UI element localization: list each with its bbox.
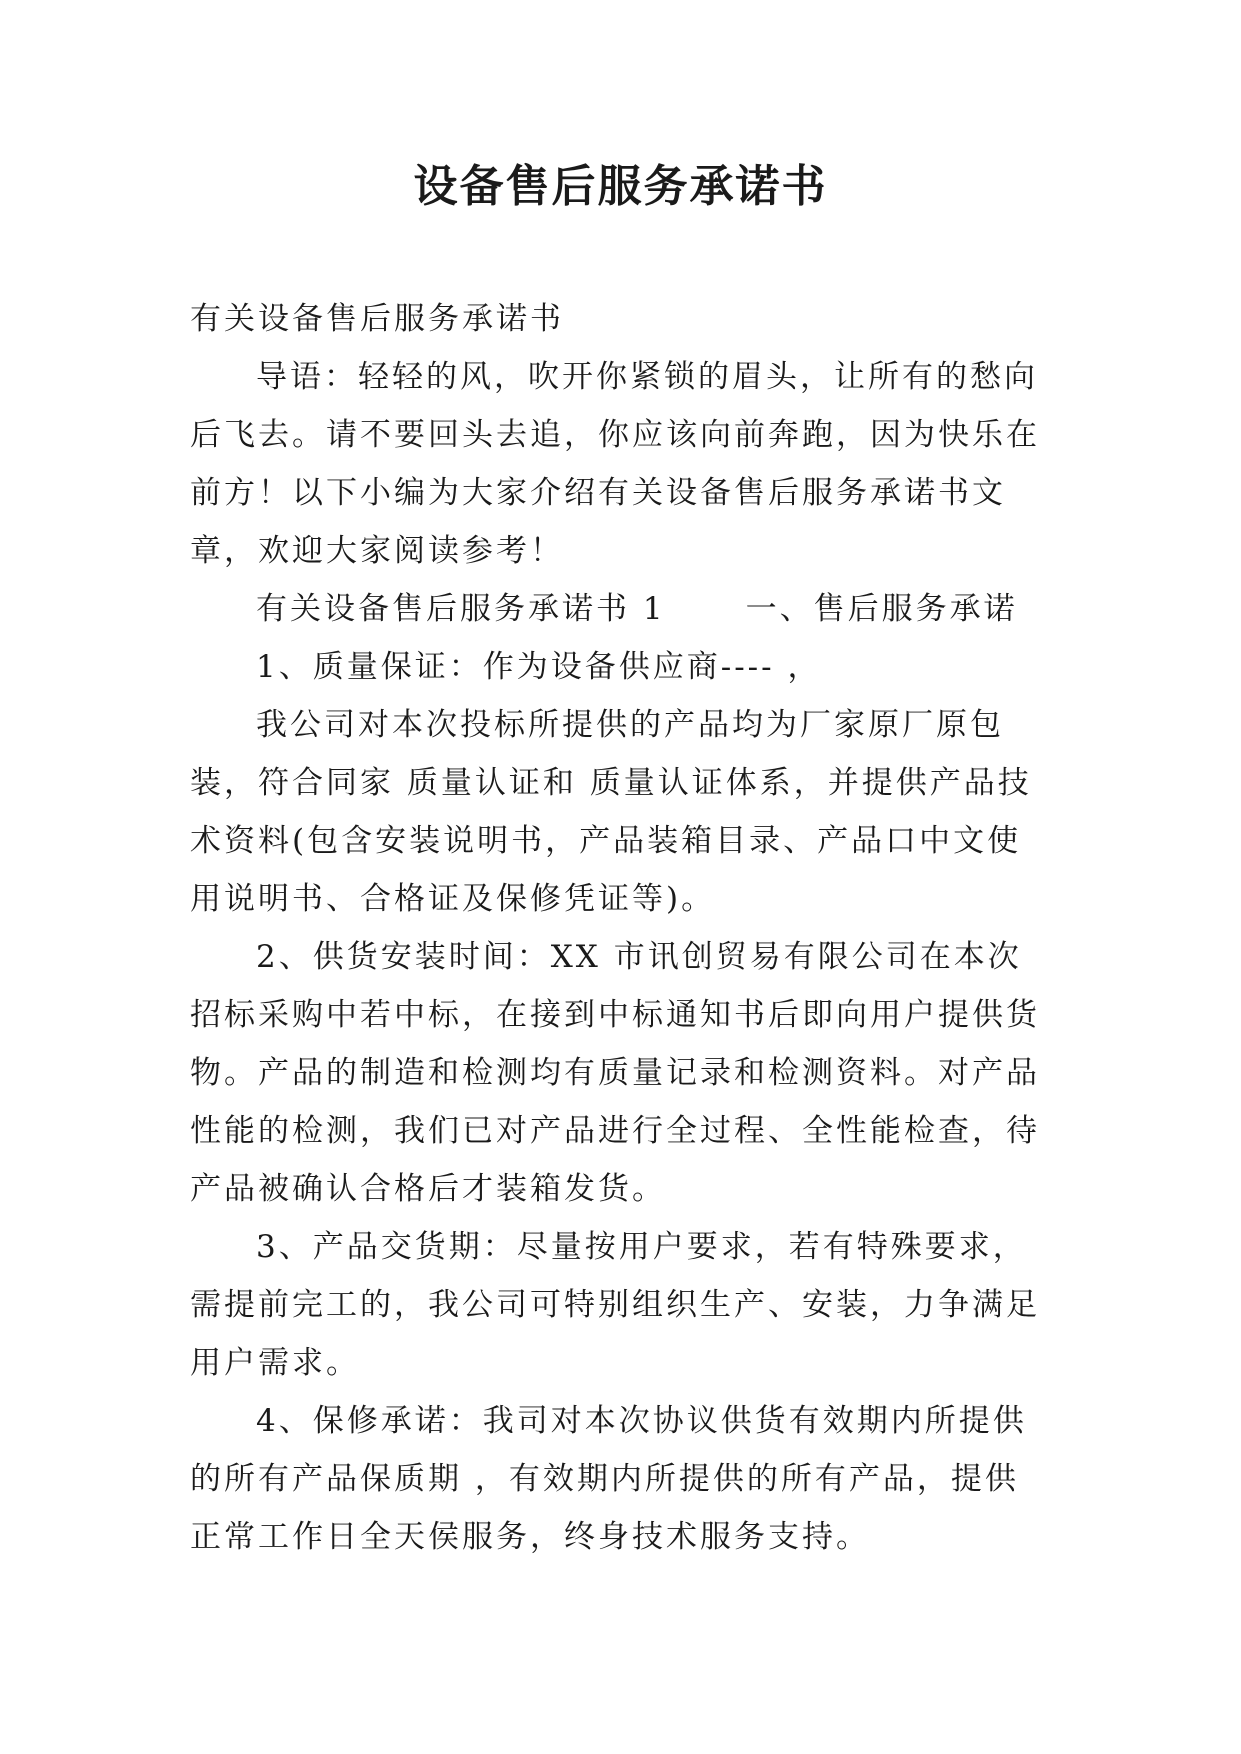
section-title: 有关设备售后服务承诺书 1 xyxy=(256,591,666,627)
item1-title: 1、质量保证：作为设备供应商---- ， xyxy=(256,649,822,685)
document-subtitle: 有关设备售后服务承诺书 xyxy=(190,301,564,337)
document-body xyxy=(190,290,1050,1566)
intro-paragraph: 导语：轻轻的风，吹开你紧锁的眉头，让所有的愁向后飞去。请不要回头去追，你应该向前奔跑，因为快乐在前方！以下小编为大家介绍有关设备售后服务承诺书文章，欢迎大家阅读参考！ xyxy=(190,359,1040,569)
item4-paragraph: 4、保修承诺：我司对本次协议供货有效期内所提供的所有产品保质期 ，有效期内所提供的所有产品，提供正常工作日全天侯服务，终身技术服务支持。 xyxy=(190,1403,1027,1555)
document-title: 设备售后服务承诺书 xyxy=(413,161,828,212)
item1-body: 我公司对本次投标所提供的产品均为厂家原厂原包装，符合同家 质量认证和 质量认证体系，并提供产品技术资料(包含安装说明书，产品装箱目录、产品口中文使用说明书、合格证及保修凭证等)。 xyxy=(190,707,1032,917)
section-heading: 一、售后服务承诺 xyxy=(745,591,1018,627)
item3-paragraph: 3、产品交货期：尽量按用户要求，若有特殊要求，需提前完工的，我公司可特别组织生产、安装，力争满足用户需求。 xyxy=(190,1229,1040,1381)
section-heading-line xyxy=(190,580,1050,638)
item2-paragraph: 2、供货安装时间：XX 市讯创贸易有限公司在本次招标采购中若中标，在接到中标通知书后即向用户提供货物。产品的制造和检测均有质量记录和检测资料。对产品性能的检测，我们已对产品进行全过程、全性能检查，待产品被确认合格后才装箱发货。 xyxy=(190,939,1040,1207)
